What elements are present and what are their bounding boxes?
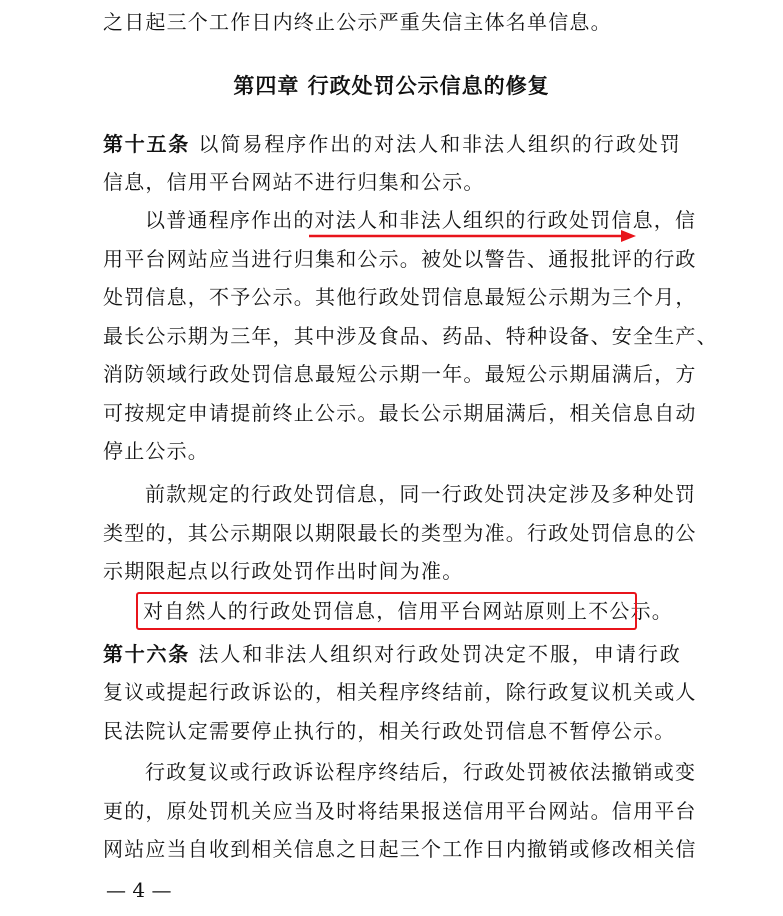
text-line: 示期限起点以行政处罚作出时间为准。	[103, 559, 464, 583]
text-line: 更的，原处罚机关应当及时将结果报送信用平台网站。信用平台	[103, 799, 697, 823]
article-15-line	[103, 126, 681, 162]
article-16-label: 第十六条	[103, 642, 191, 666]
text-line: 民法院认定需要停止执行的，相关行政处罚信息不暂停公示。	[103, 719, 676, 743]
text-line: 网站应当自收到相关信息之日起三个工作日内撤销或修改相关信	[103, 837, 697, 861]
text-line: 类型的，其公示期限以期限最长的类型为准。行政处罚信息的公	[103, 521, 697, 545]
text-line: 对自然人的行政处罚信息，信用平台网站原则上不公示。	[143, 599, 673, 623]
red-underline-arrow	[307, 229, 637, 243]
text-line: 消防领域行政处罚信息最短公示期一年。最短公示期届满后，方	[103, 362, 697, 386]
text-line: 可按规定申请提前终止公示。最长公示期届满后，相关信息自动	[103, 401, 697, 425]
text-line: 最长公示期为三年，其中涉及食品、药品、特种设备、安全生产、	[103, 324, 718, 348]
text-line: 行政复议或行政诉讼程序终结后，行政处罚被依法撤销或变	[145, 760, 697, 784]
text-line: 信息，信用平台网站不进行归集和公示。	[103, 170, 485, 194]
text-span: 法人和非法人组织对行政处罚决定不服，申请行政	[198, 642, 682, 666]
text-line: 前款规定的行政处罚信息，同一行政处罚决定涉及多种处罚	[145, 482, 697, 506]
article-16-line	[103, 636, 681, 672]
text-line: 停止公示。	[103, 439, 209, 463]
text-line: 处罚信息，不予公示。其他行政处罚信息最短公示期为三个月，	[103, 285, 697, 309]
text-line: 用平台网站应当进行归集和公示。被处以警告、通报批评的行政	[103, 247, 697, 271]
text-line: 复议或提起行政诉讼的，相关程序终结前，除行政复议机关或人	[103, 680, 697, 704]
text-line: 之日起三个工作日内终止公示严重失信主体名单信息。	[103, 10, 612, 34]
text-line: 以普通程序作出的对法人和非法人组织的行政处罚信息，信	[145, 208, 697, 232]
article-15-label: 第十五条	[103, 132, 191, 156]
red-highlight-box	[136, 592, 637, 630]
chapter-title: 第四章 行政处罚公示信息的修复	[233, 74, 550, 98]
text-span: 以简易程序作出的对法人和非法人组织的行政处罚	[198, 132, 682, 156]
page-number: — 4 —	[106, 878, 172, 902]
